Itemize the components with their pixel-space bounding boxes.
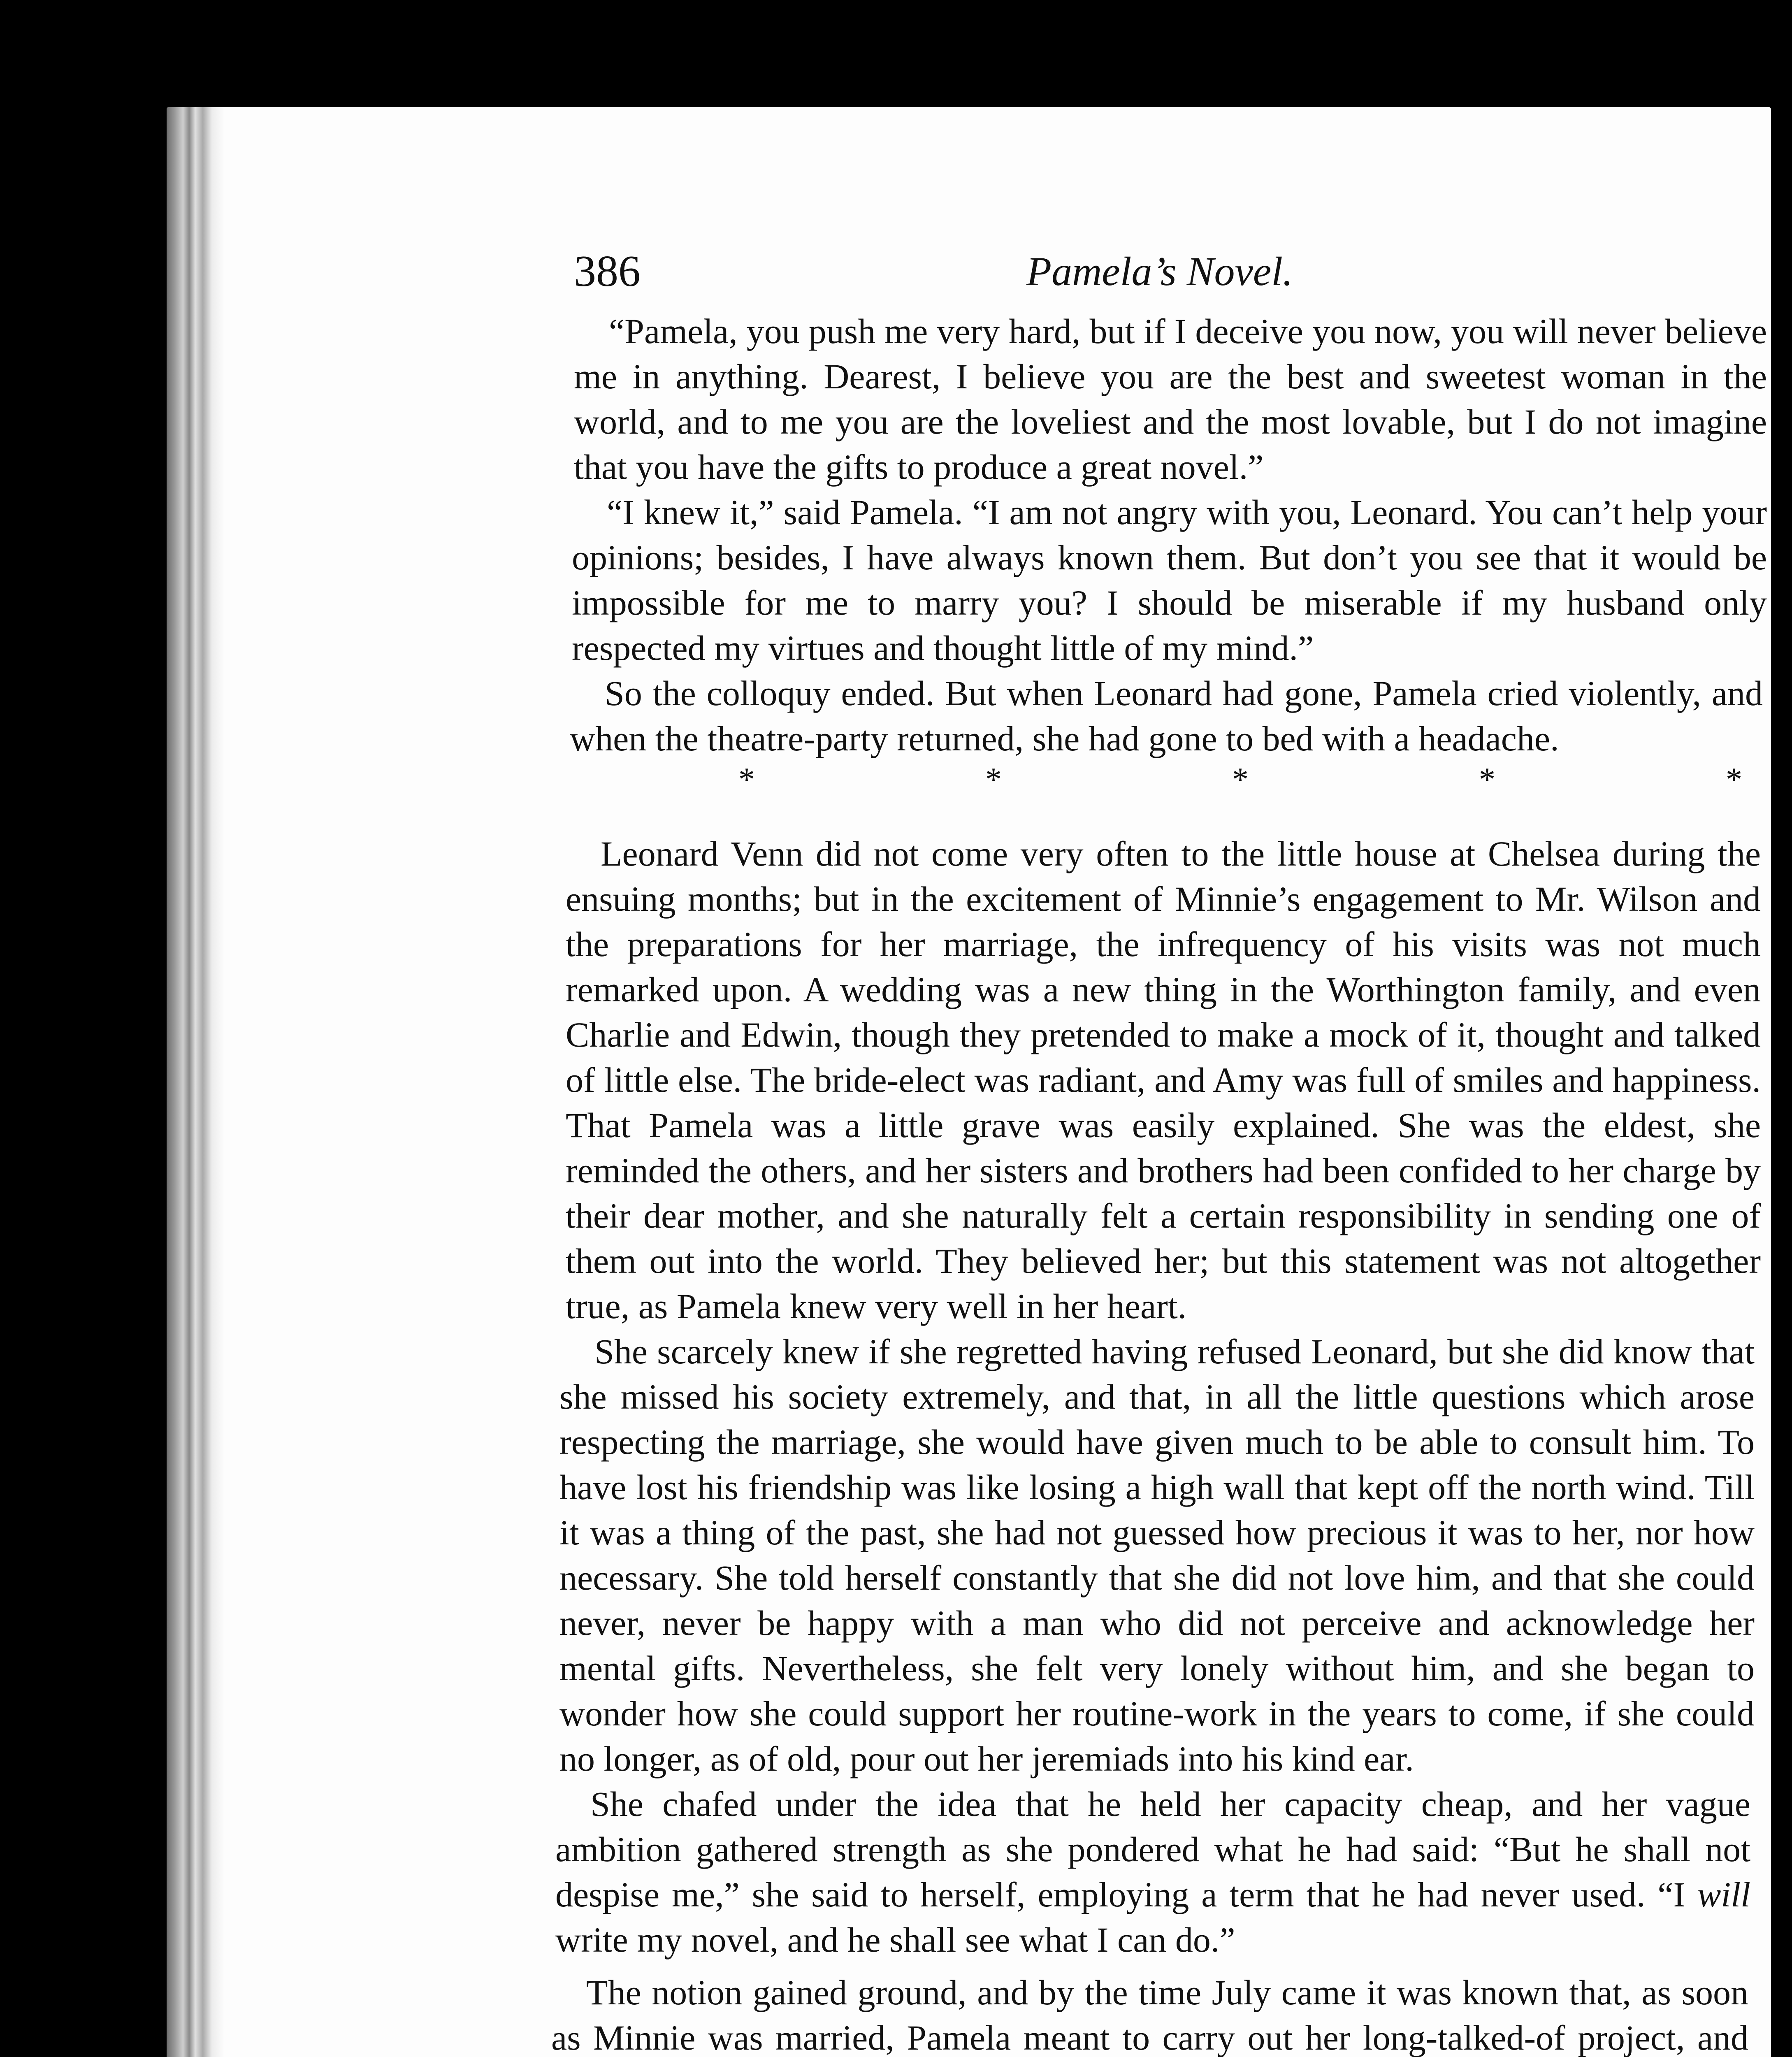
page-content: [401, 243, 1767, 2057]
paragraph: “I knew it,” said Pamela. “I am not angry with you, Leonard. You can’t help your opinions; besides, I have always known them. But don’t you see that it would be impossible for me to marry you? I should be miserable if my husband only respected my virtues and thought little of my mind.”: [572, 492, 1767, 668]
emphasis-text: will: [1697, 1875, 1750, 1914]
running-title: Pamela’s Novel.: [1026, 248, 1293, 294]
section-break-asterisk: *: [738, 762, 755, 798]
paragraph: She scarcely knew if she regretted having refused Leonard, but she did know that she missed his society extremely, and that, in all the little questions which arose respecting the marriage, she would have given much to be able to consult him. To have lost his friendship was like losing a high wall that kept off the north wind. Till it was a thing of the past, she had not guessed how precious it was to her, nor how necessary. She told herself constantly that she did not love him, and that she could never, never be happy with a man who did not perceive and acknowledge her mental gifts. Nevertheless, she felt very lonely without him, and she began to wonder how she could support her routine-work in the years to come, if she could no longer, as of old, pour out her jeremiads into his kind ear.: [559, 1332, 1755, 1778]
paragraph: “Pamela, you push me very hard, but if I deceive you now, you will never believe me in anything. Dearest, I believe you are the best and sweetest woman in the world, and to me you are the loveliest and the most lovable, but I do not imagine that you have the gifts to produce a great novel.”: [574, 311, 1767, 487]
section-break: [566, 761, 1759, 806]
book-page: [167, 107, 1771, 2057]
paragraph: [555, 1781, 1750, 1962]
paragraph-text: She chafed under the idea that he held her capacity cheap, and her vague ambition gathered strength as she pondered what he had said: “But he shall not despise me,” she said to herself, employing a term that he had never used. “I: [555, 1784, 1750, 1914]
paragraph: The notion gained ground, and by the time July came it was known that, as soon as Minnie was married, Pamela meant to carry out her long-talked-of project, and: [551, 1973, 1748, 2057]
book-spine-shadow: [167, 107, 224, 2057]
paragraph: Leonard Venn did not come very often to the little house at Chelsea during the ensuing months; but in the excitement of Minnie’s engagement to Mr. Wilson and the preparations for her marriage, the infrequency of his visits was not much remarked upon. A wedding was a new thing in the Worthington family, and even Charlie and Edwin, though they pretended to make a mock of it, thought and talked of little else. The bride-elect was radiant, and Amy was full of smiles and happiness. That Pamela was a little grave was easily explained. She was the eldest, she reminded the others, and her sisters and brothers had been confided to her charge by their dear mother, and she naturally felt a certain responsibility in sending one of them out into the world. They believed her; but this statement was not altogether true, as Pamela knew very well in her heart.: [566, 834, 1761, 1326]
page-number: 386: [574, 247, 641, 296]
running-head: [401, 243, 1767, 309]
paragraph-text: write my novel, and he shall see what I can do.”: [555, 1920, 1235, 1959]
section-break-asterisk: *: [985, 762, 1002, 798]
paragraph: So the colloquy ended. But when Leonard had gone, Pamela cried violently, and when the theatre-party returned, she had gone to bed with a headache.: [570, 673, 1763, 758]
section-break-asterisk: *: [1232, 762, 1249, 798]
section-break-asterisk: *: [1726, 762, 1742, 798]
section-break-asterisk: *: [1479, 762, 1495, 798]
